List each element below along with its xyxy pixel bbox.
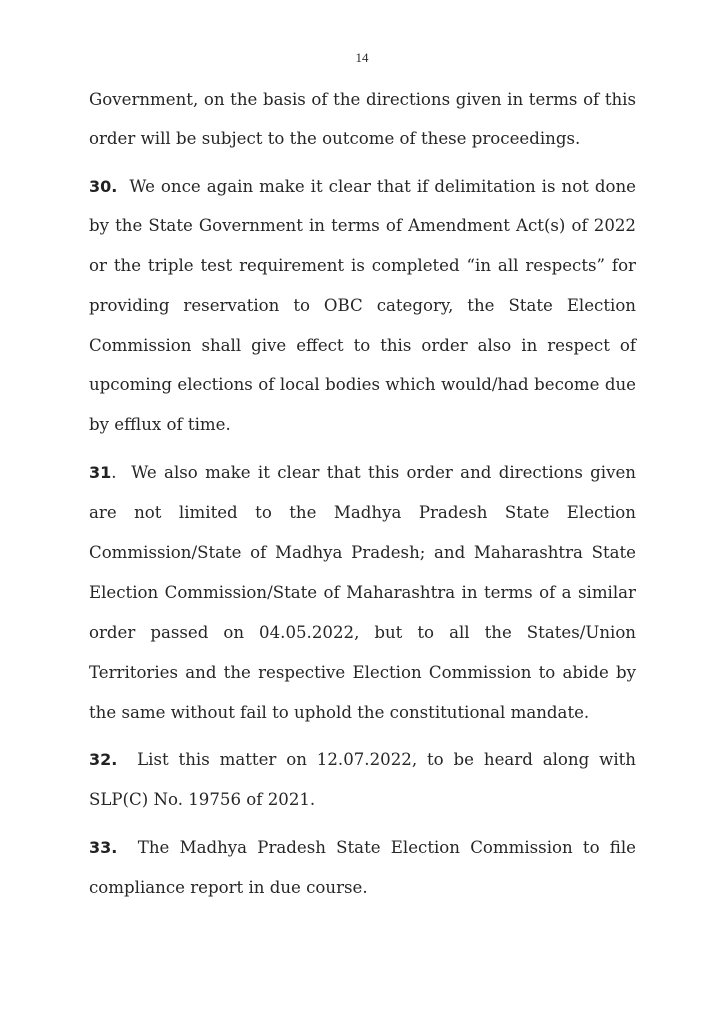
text-line: Commission shall give effect to this order also in respect of xyxy=(89,336,636,355)
paragraph-text: We once again make it clear that if delimitation is not done xyxy=(129,177,636,196)
paragraph-number-suffix: . xyxy=(111,463,117,482)
paragraph-text: We also make it clear that this order and directions given xyxy=(131,463,636,482)
text-line: order will be subject to the outcome of these proceedings. xyxy=(89,129,581,148)
text-line: Government, on the basis of the directions given in terms of this xyxy=(89,90,636,109)
paragraph-number: 32. xyxy=(89,750,118,769)
text-line xyxy=(89,836,636,860)
text-line: or the triple test requirement is completed “in all respects” for xyxy=(89,256,636,275)
page-number: 14 xyxy=(355,50,369,65)
text-line xyxy=(89,175,636,199)
text-line: are not limited to the Madhya Pradesh State Election xyxy=(89,503,636,522)
text-line: Commission/State of Madhya Pradesh; and Maharashtra State xyxy=(89,543,636,562)
text-line: Election Commission/State of Maharashtra in terms of a similar xyxy=(89,583,636,602)
text-line xyxy=(89,748,636,772)
text-line: Territories and the respective Election Commission to abide by xyxy=(89,663,636,682)
text-line xyxy=(89,461,636,485)
text-line: compliance report in due course. xyxy=(89,878,368,897)
text-line: by the State Government in terms of Amendment Act(s) of 2022 xyxy=(89,216,636,235)
text-line: order passed on 04.05.2022, but to all the States/Union xyxy=(89,623,636,642)
paragraph-text: List this matter on 12.07.2022, to be heard along with xyxy=(137,750,636,769)
paragraph-text: The Madhya Pradesh State Election Commission to file xyxy=(137,838,636,857)
text-line: the same without fail to uphold the constitutional mandate. xyxy=(89,703,590,722)
paragraph-number: 33. xyxy=(89,838,118,857)
text-line: SLP(C) No. 19756 of 2021. xyxy=(89,790,316,809)
paragraph-number: 30. xyxy=(89,177,118,196)
paragraph-number: 31 xyxy=(89,463,112,482)
text-line: upcoming elections of local bodies which would/had become due xyxy=(89,375,636,394)
text-line: by efflux of time. xyxy=(89,415,231,434)
text-line: providing reservation to OBC category, the State Election xyxy=(89,296,636,315)
